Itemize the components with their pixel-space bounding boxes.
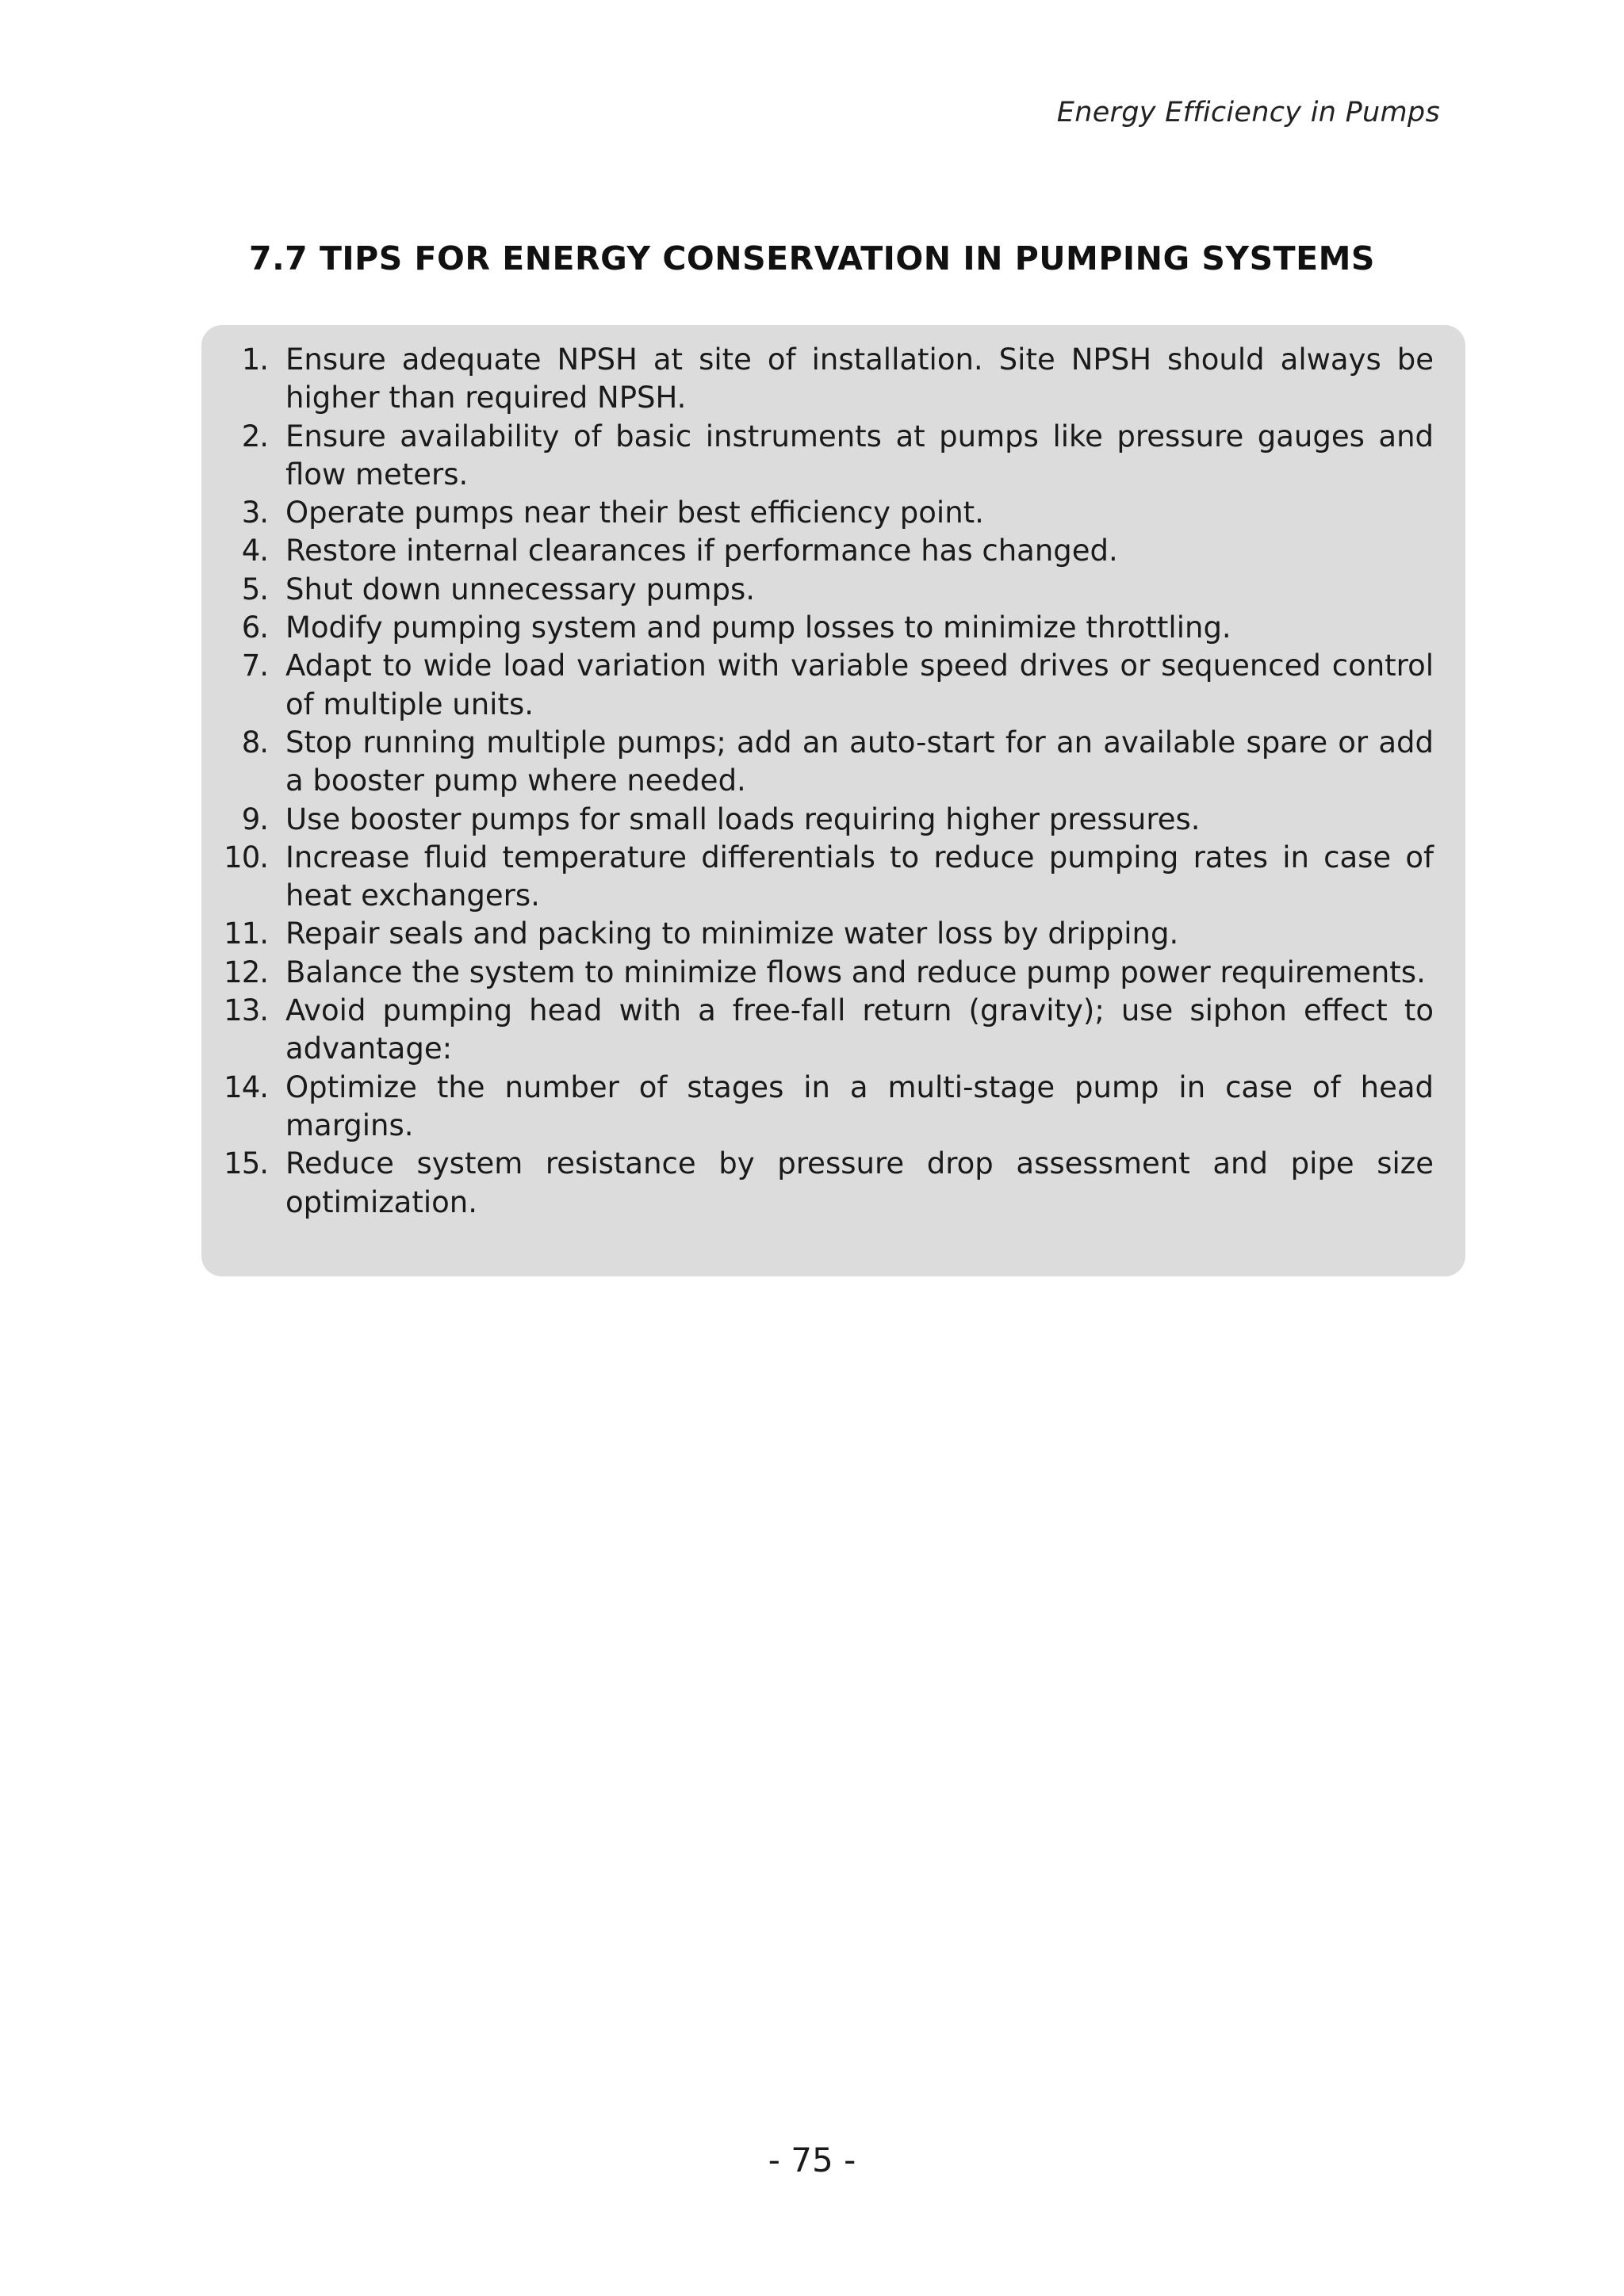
tip-text: Increase fluid temperature differentials to reduce pumping rates in case of heat exchangers. <box>285 840 1434 913</box>
tip-number: 2. <box>241 419 268 453</box>
tip-item-6 <box>222 609 1434 647</box>
tip-text: Reduce system resistance by pressure drop assessment and pipe size optimization. <box>285 1146 1434 1219</box>
tip-text: Ensure availability of basic instruments at pumps like pressure gauges and flow meters. <box>285 419 1434 492</box>
running-header: Energy Efficiency in Pumps <box>1056 97 1440 128</box>
page-number: - 75 - <box>768 2141 856 2179</box>
tip-number: 11. <box>224 916 268 951</box>
tip-text: Operate pumps near their best efficiency point. <box>285 496 984 530</box>
tip-item-5 <box>222 571 1434 609</box>
tip-text: Balance the system to minimize flows and reduce pump power requirements. <box>285 955 1426 989</box>
tip-number: 15. <box>224 1146 268 1181</box>
tip-text: Restore internal clearances if performance has changed. <box>285 534 1118 568</box>
tip-number: 4. <box>241 534 268 568</box>
tip-text: Repair seals and packing to minimize water loss by dripping. <box>285 916 1179 951</box>
tip-number: 8. <box>241 725 268 760</box>
tip-item-2 <box>222 418 1434 495</box>
tip-item-15 <box>222 1145 1434 1222</box>
tip-item-8 <box>222 724 1434 801</box>
tip-number: 9. <box>241 802 268 836</box>
tip-item-14 <box>222 1069 1434 1146</box>
tip-number: 12. <box>224 955 268 989</box>
tip-item-4 <box>222 532 1434 570</box>
tip-number: 6. <box>241 610 268 645</box>
tip-item-1 <box>222 341 1434 418</box>
tip-number: 5. <box>241 572 268 607</box>
tip-text: Modify pumping system and pump losses to minimize throttling. <box>285 610 1231 645</box>
tip-text: Stop running multiple pumps; add an auto-start for an available spare or add a booster pump where needed. <box>285 725 1434 798</box>
tip-item-13 <box>222 992 1434 1069</box>
tip-text: Avoid pumping head with a free-fall return (gravity); use siphon effect to advantage: <box>285 993 1434 1066</box>
tip-item-12 <box>222 954 1434 992</box>
tip-item-3 <box>222 494 1434 532</box>
tip-text: Ensure adequate NPSH at site of installation. Site NPSH should always be higher than required NPSH. <box>285 342 1434 415</box>
section-title: 7.7 TIPS FOR ENERGY CONSERVATION IN PUMPING SYSTEMS <box>249 239 1375 277</box>
tip-number: 7. <box>241 649 268 683</box>
tip-number: 14. <box>224 1070 268 1104</box>
tips-list <box>222 341 1434 1222</box>
tip-item-11 <box>222 915 1434 953</box>
tip-text: Adapt to wide load variation with variable speed drives or sequenced control of multiple units. <box>285 649 1434 721</box>
tips-box <box>201 325 1465 1276</box>
tip-number: 3. <box>241 496 268 530</box>
tip-item-10 <box>222 839 1434 916</box>
tip-item-9 <box>222 801 1434 839</box>
tip-number: 10. <box>224 840 268 874</box>
tip-text: Shut down unnecessary pumps. <box>285 572 756 607</box>
tip-item-7 <box>222 647 1434 724</box>
tip-number: 1. <box>241 342 268 377</box>
tip-text: Optimize the number of stages in a multi-stage pump in case of head margins. <box>285 1070 1434 1142</box>
tip-text: Use booster pumps for small loads requiring higher pressures. <box>285 802 1201 836</box>
tip-number: 13. <box>224 993 268 1028</box>
